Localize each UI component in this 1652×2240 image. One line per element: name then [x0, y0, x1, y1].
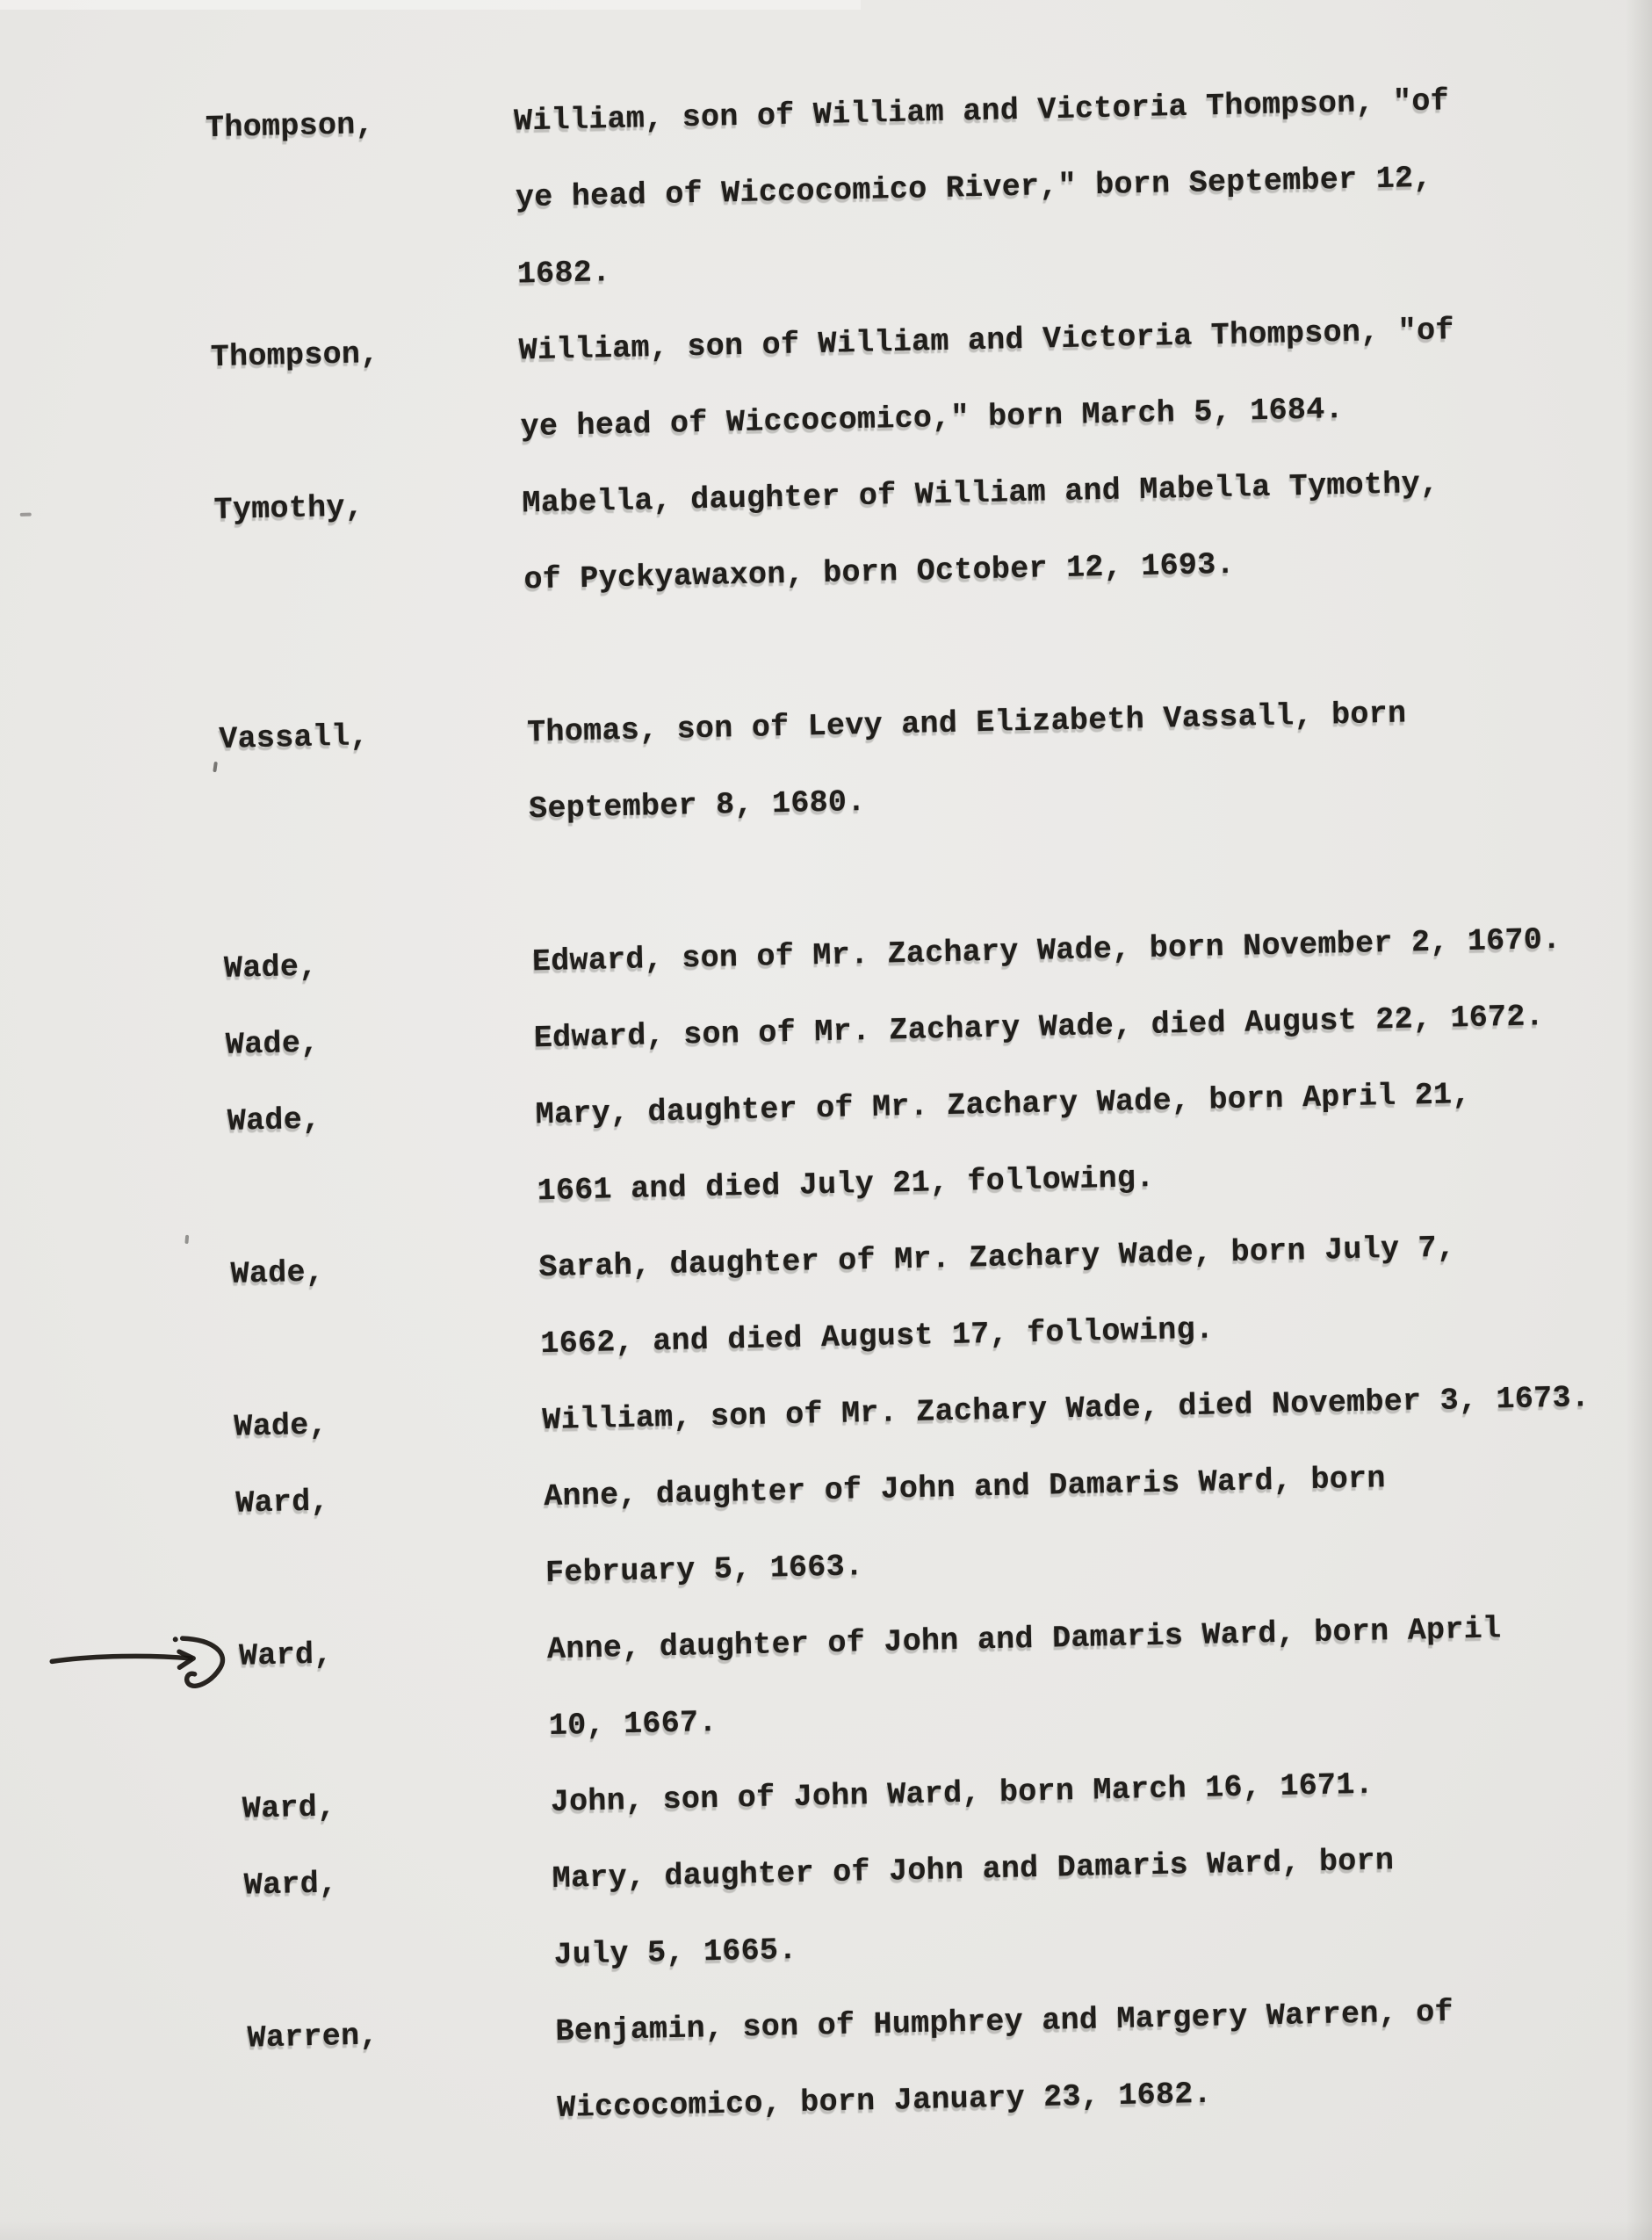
entry-detail-lines [538, 1205, 1652, 1383]
entry-line: of Pyckyawaxon, born October 12, 1693. [523, 546, 1236, 598]
surname-cell: Wade, [223, 949, 319, 986]
entry-line: ye head of Wiccocomico River," born September 12, [515, 160, 1433, 216]
entry-detail-lines [513, 60, 1634, 314]
entry-detail-lines [526, 671, 1645, 849]
entry-line: William, son of William and Victoria Thompson, "of [518, 313, 1455, 369]
entry-line: September 8, 1680. [528, 784, 867, 827]
entry-detail-lines [555, 1969, 1652, 2147]
entry-line: 1662, and died August 17, following. [540, 1311, 1215, 1362]
surname-cell: Ward, [234, 1484, 330, 1521]
entry-line: ye head of Wiccocomico," born March 5, 1684. [520, 391, 1345, 445]
entry-line: William, son of Mr. Zachary Wade, died November 3, 1673. [541, 1380, 1591, 1439]
entry-line: Mary, daughter of John and Damaris Ward, born [552, 1843, 1395, 1897]
entry-line: February 5, 1663. [545, 1549, 864, 1592]
entry-line: Mary, daughter of Mr. Zachary Wade, born April 21, [535, 1076, 1472, 1133]
surname-cell: Wade, [234, 1407, 328, 1445]
entry-line: John, son of John Ward, born March 16, 1671. [550, 1767, 1374, 1821]
hand-drawn-arrow-annotation [46, 1628, 234, 1704]
surname-cell: Wade, [225, 1025, 320, 1063]
entry-line: July 5, 1665. [553, 1932, 797, 1973]
surname-cell: Wade, [227, 1102, 321, 1139]
entry-line: Anne, daughter of John and Damaris Ward, born April [546, 1611, 1502, 1668]
surname-cell: Wade, [230, 1254, 325, 1292]
entry-line: Mabella, daughter of William and Mabella Tymothy, [522, 466, 1439, 522]
entry-detail-lines [552, 1817, 1652, 1994]
entry-line: 1661 and died July 21, following. [537, 1160, 1155, 1210]
entry-line: Anne, daughter of John and Damaris Ward, born [543, 1461, 1387, 1515]
entries-list [0, 60, 1652, 2158]
entry-detail-lines [522, 442, 1641, 619]
entry-line: Sarah, daughter of Mr. Zachary Wade, born July 7, [538, 1230, 1456, 1286]
entry-detail-lines [543, 1434, 1652, 1612]
surname-cell: Ward, [242, 1789, 336, 1827]
entry-detail-lines [518, 289, 1637, 466]
surname-cell: Warren, [247, 2018, 379, 2056]
surname-cell: Ward, [243, 1866, 338, 1904]
entry-line: Benjamin, son of Humphrey and Margery Warren, of [555, 1994, 1454, 2049]
entry-line: William, son of William and Victoria Thompson, "of [513, 83, 1450, 140]
surname-cell: Tymothy, [213, 489, 364, 529]
index-entry [0, 671, 1646, 860]
index-entry [0, 60, 1634, 325]
surname-cell: Thompson, [205, 106, 375, 147]
surname-cell: Vassall, [218, 719, 370, 757]
surname-cell: Thompson, [210, 336, 380, 376]
entry-line: Thomas, son of Levy and Elizabeth Vassall, born [526, 696, 1407, 751]
entry-line: Edward, son of Mr. Zachary Wade, born November 2, 1670. [531, 921, 1562, 980]
entry-line: 1682. [516, 255, 611, 293]
entry-line: Edward, son of Mr. Zachary Wade, died August 22, 1672. [533, 999, 1545, 1057]
entry-line: 10, 1667. [548, 1704, 718, 1745]
entry-detail-lines [535, 1052, 1652, 1230]
surname-cell: Ward, [238, 1637, 334, 1674]
entry-line: Wiccocomico, born January 23, 1682. [557, 2076, 1213, 2126]
entry-detail-lines [546, 1587, 1652, 1765]
